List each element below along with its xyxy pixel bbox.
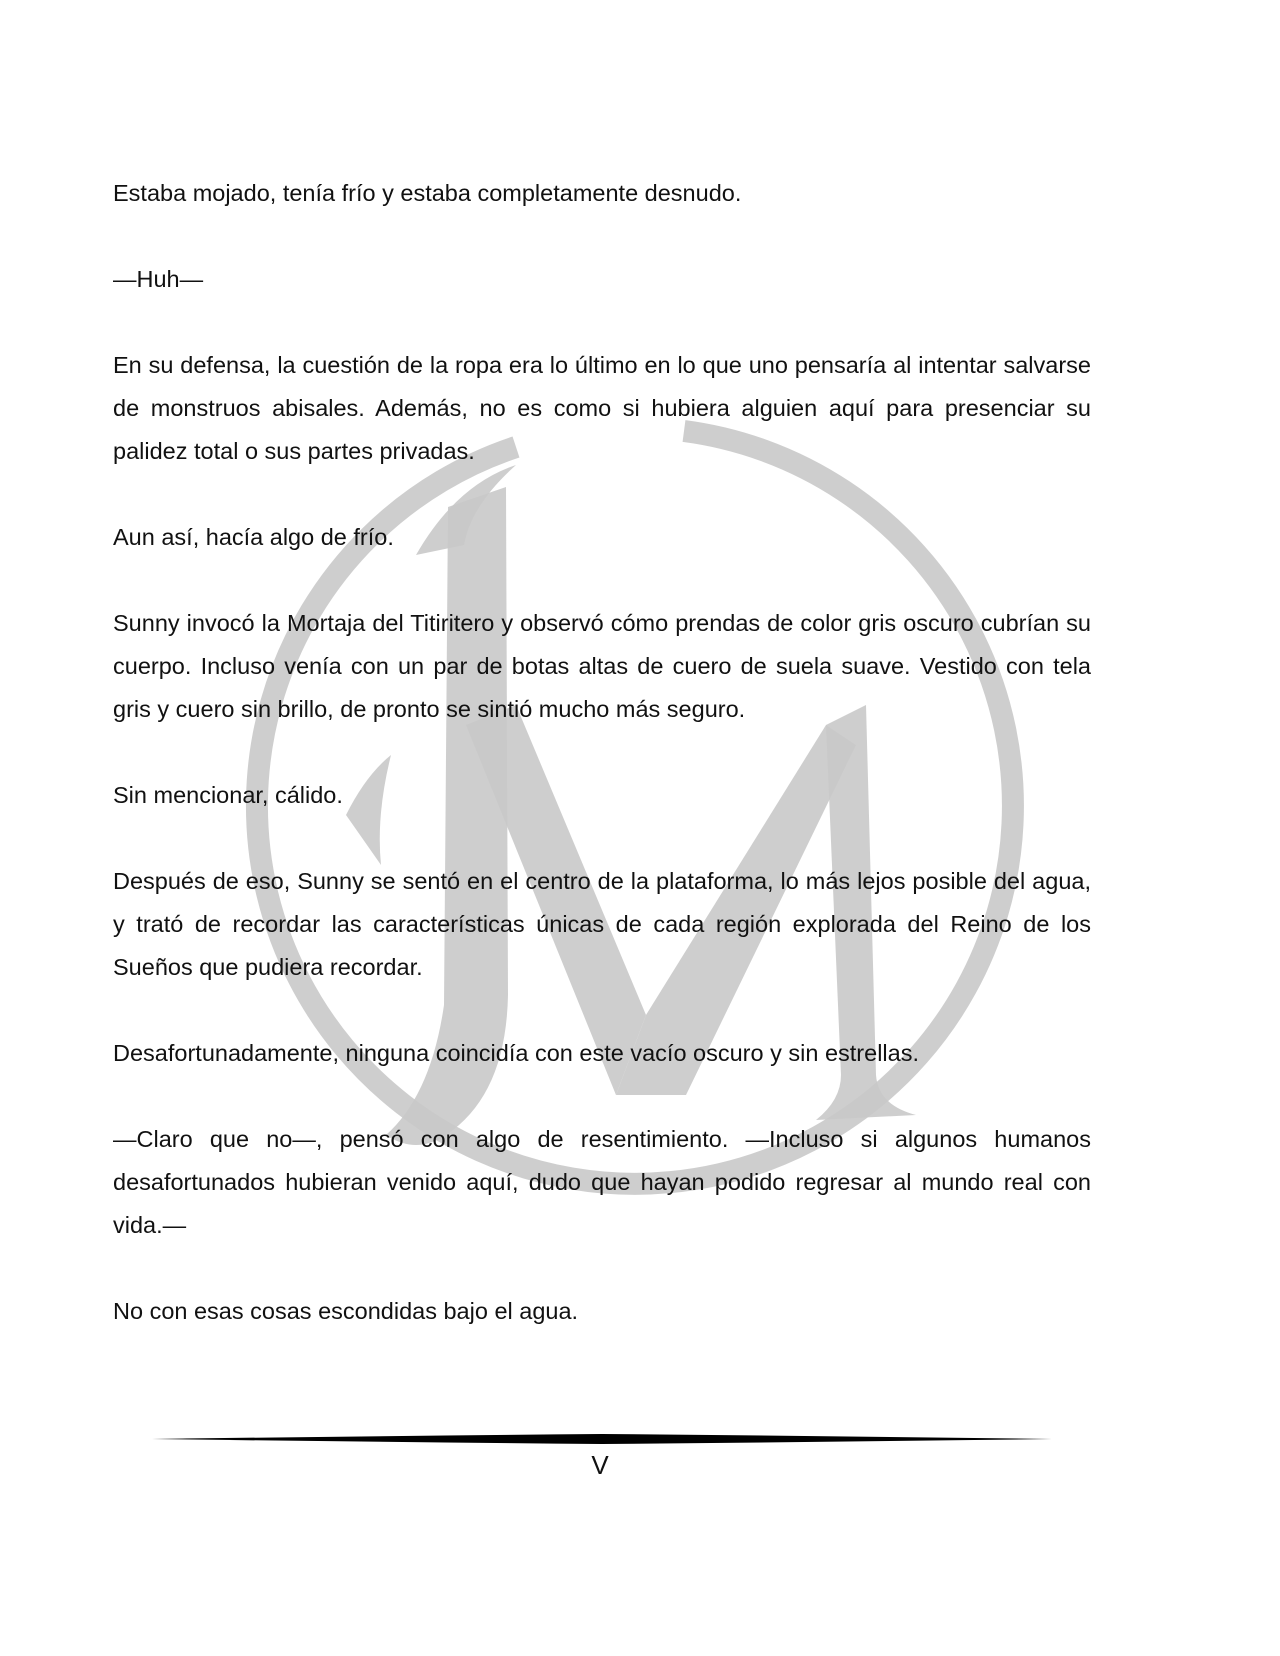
paragraph: No con esas cosas escondidas bajo el agua. bbox=[113, 1298, 579, 1324]
paragraph: —Huh— bbox=[113, 266, 204, 292]
paragraph: En su defensa, la cuestión de la ropa era lo último en lo que uno pensaría al intentar salvarse de monstruos abisales. Además, no es como si hubiera alguien aquí para presenciar su palidez total o sus partes privadas. bbox=[113, 352, 1091, 464]
paragraph: Sin mencionar, cálido. bbox=[113, 782, 343, 808]
paragraph: —Claro que no—, pensó con algo de resentimiento. —Incluso si algunos humanos desafortunados hubieran venido aquí, dudo que hayan podido regresar al mundo real con vida.— bbox=[113, 1126, 1091, 1238]
paragraph: Estaba mojado, tenía frío y estaba completamente desnudo. bbox=[113, 180, 742, 206]
paragraph: Sunny invocó la Mortaja del Titiritero y observó cómo prendas de color gris oscuro cubrían su cuerpo. Incluso venía con un par de botas altas de cuero de suela suave. Vestido con tela gris y cuero sin brillo, de pronto se sintió mucho más seguro. bbox=[113, 610, 1091, 722]
page-number: V bbox=[591, 1450, 609, 1480]
body-text bbox=[113, 172, 1091, 1376]
footer-divider bbox=[152, 1433, 1052, 1445]
paragraph: Después de eso, Sunny se sentó en el centro de la plataforma, lo más lejos posible del agua, y trató de recordar las características únicas de cada región explorada del Reino de los Sueños que pudiera recordar. bbox=[113, 868, 1091, 980]
paragraph: Desafortunadamente, ninguna coincidía con este vacío oscuro y sin estrellas. bbox=[113, 1040, 919, 1066]
paragraph: Aun así, hacía algo de frío. bbox=[113, 524, 394, 550]
